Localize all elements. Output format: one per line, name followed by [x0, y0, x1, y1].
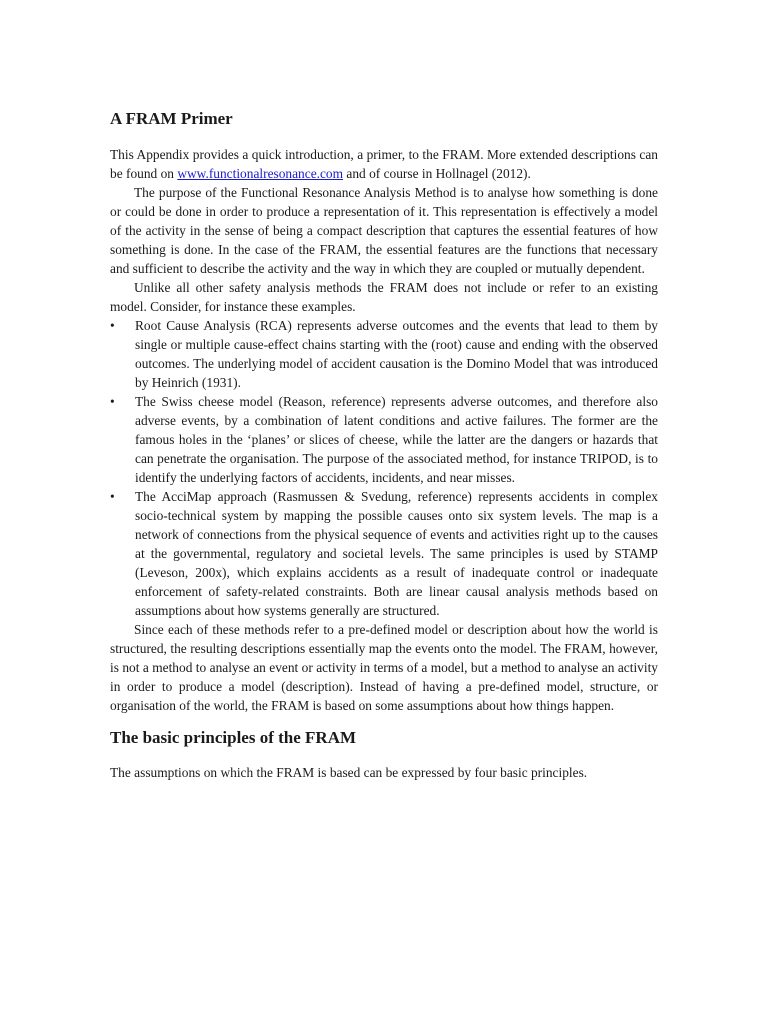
closing-paragraph: Since each of these methods refer to a pre-defined model or description about how the world is structured, the resulting descriptions essentially map the events onto the model. The FRAM, however, is not a method to analyse an event or activity in terms of a model, but a method to analyse an activity in order to produce a model (description). Instead of having a pre-defined model, structure, or organisation of the world, the FRAM is based on some assumptions about how things happen.: [110, 622, 658, 713]
list-item: [110, 392, 658, 487]
intro-text-after: and of course in Hollnagel (2012).: [343, 166, 531, 181]
purpose-paragraph: The purpose of the Functional Resonance Analysis Method is to analyse how something is done or could be done in order to produce a representation of it. This representation is effectively a model of the activity in the sense of being a compact description that captures the essential features of how something is done. In the case of the FRAM, the essential features are the functions that necessary and sufficient to describe the activity and the way in which they are coupled or mutually dependent.: [110, 185, 658, 276]
intro-text-before: This Appendix provides a quick introduction, a primer, to the FRAM. More extended descriptions can be found on: [110, 147, 658, 181]
section-heading: The basic principles of the FRAM: [110, 728, 357, 747]
page-title: A FRAM Primer: [110, 109, 233, 128]
bullet-marker: •: [110, 318, 115, 333]
section-paragraph: The assumptions on which the FRAM is based can be expressed by four basic principles.: [110, 765, 588, 780]
functionalresonance-link[interactable]: www.functionalresonance.com: [177, 166, 344, 181]
bullet-marker: •: [110, 489, 115, 504]
list-item-text: Root Cause Analysis (RCA) represents adverse outcomes and the events that lead to them by single or multiple cause-effect chains starting with the (root) cause and ending with the observed outcomes. The underlying model of accident causation is the Domino Model that was introduced by Heinrich (1931).: [135, 318, 658, 390]
list-item: [110, 316, 658, 392]
list-item-text: The Swiss cheese model (Reason, reference) represents adverse outcomes, and therefore also adverse events, by a combination of latent conditions and active failures. The former are the famous holes in the ‘planes’ or slices of cheese, while the latter are the dangers or hazards that can penetrate the organisation. The purpose of the associated method, for instance TRIPOD, is to identify the underlying factors of accidents, incidents, and near misses.: [135, 394, 658, 485]
bullet-marker: •: [110, 394, 115, 409]
list-item: [110, 487, 658, 620]
list-item-text: The AcciMap approach (Rasmussen & Svedung, reference) represents accidents in complex socio-technical system by mapping the possible causes onto six system levels. The map is a network of connections from the physical sequence of events and activities right up to the causes at the governmental, regulatory and societal levels. The same principles is used by STAMP (Leveson, 200x), which explains accidents as a result of inadequate control or inadequate enforcement of safety-related constraints. Both are linear causal analysis methods based on assumptions about how systems generally are structured.: [135, 489, 658, 618]
unlike-paragraph: Unlike all other safety analysis methods the FRAM does not include or refer to an existing model. Consider, for instance these examples.: [110, 280, 658, 314]
intro-paragraph: [110, 145, 658, 183]
methods-list: [110, 316, 658, 620]
page-content: [110, 108, 658, 782]
